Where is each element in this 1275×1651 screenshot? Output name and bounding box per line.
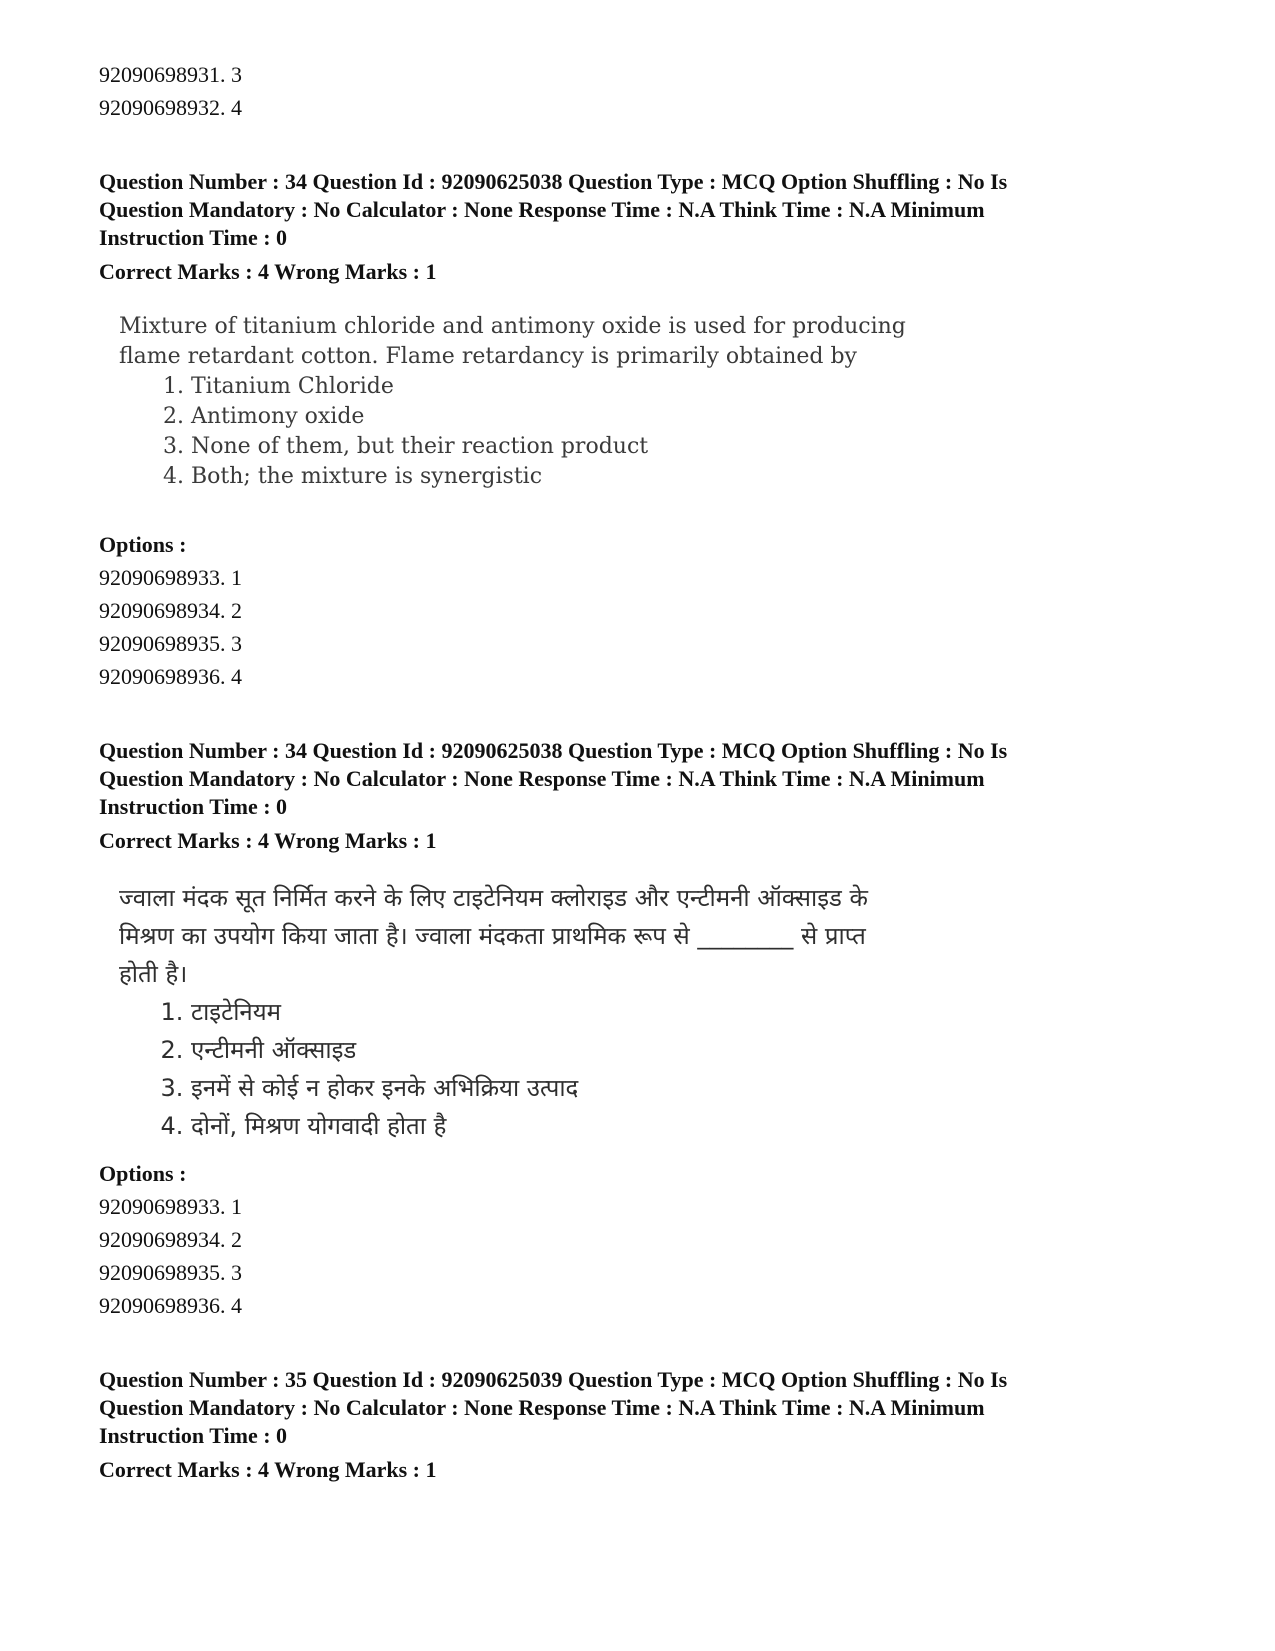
question-header-line: Instruction Time : 0 [99,1423,288,1448]
question-block-34-hindi [99,737,1189,1322]
previous-question-options [99,58,1189,124]
answer-choice: 4. Both; the mixture is synergistic [191,462,1189,492]
question-header-line: Question Number : 34 Question Id : 92090625038 Question Type : MCQ Option Shuffling : No Is [99,169,1008,194]
answer-choice: 1. Titanium Chloride [191,372,1189,402]
question-marks: Correct Marks : 4 Wrong Marks : 1 [99,828,437,853]
option-line: 92090698934. 2 [99,1227,242,1252]
question-text-image [99,312,1189,492]
question-block-35 [99,1366,1189,1484]
question-text-line: flame retardant cotton. Flame retardancy is primarily obtained by [119,344,857,369]
question-marks: Correct Marks : 4 Wrong Marks : 1 [99,259,437,284]
question-header-line: Question Number : 35 Question Id : 92090625039 Question Type : MCQ Option Shuffling : No Is [99,1367,1008,1392]
answer-choice: 3. इनमें से कोई न होकर इनके अभिक्रिया उत्पाद [191,1069,1189,1107]
option-line: 92090698936. 4 [99,664,242,689]
options-label: Options : [99,1161,187,1186]
answer-choice-list [119,993,1189,1145]
option-line: 92090698933. 1 [99,1194,242,1219]
question-text-line: मिश्रण का उपयोग किया जाता है। ज्वाला मंदकता प्राथमिक रूप से ________ से प्राप्त [119,922,866,950]
question-header-line: Question Mandatory : No Calculator : None Response Time : N.A Think Time : N.A Minimum [99,197,985,222]
answer-choice: 3. None of them, but their reaction product [191,432,1189,462]
question-header-line: Question Number : 34 Question Id : 92090625038 Question Type : MCQ Option Shuffling : No Is [99,738,1008,763]
answer-choice: 4. दोनों, मिश्रण योगवादी होता है [191,1107,1189,1145]
option-line: 92090698933. 1 [99,565,242,590]
option-line: 92090698932. 4 [99,95,242,120]
option-line: 92090698934. 2 [99,598,242,623]
answer-choice: 2. एन्टीमनी ऑक्साइड [191,1031,1189,1069]
question-header-line: Question Mandatory : No Calculator : None Response Time : N.A Think Time : N.A Minimum [99,1395,985,1420]
options-label: Options : [99,532,187,557]
question-text-line: Mixture of titanium chloride and antimony oxide is used for producing [119,314,906,339]
question-text-line: ज्वाला मंदक सूत निर्मित करने के लिए टाइटेनियम क्लोराइड और एन्टीमनी ऑक्साइड के [119,884,868,912]
question-text-line: होती है। [119,960,188,988]
option-line: 92090698935. 3 [99,1260,242,1285]
question-marks: Correct Marks : 4 Wrong Marks : 1 [99,1457,437,1482]
answer-choice-list [119,372,1189,492]
answer-choice: 1. टाइटेनियम [191,993,1189,1031]
question-header-line: Instruction Time : 0 [99,794,288,819]
option-line: 92090698936. 4 [99,1293,242,1318]
document-page [99,58,1189,1484]
option-line: 92090698931. 3 [99,62,242,87]
question-block-34-english [99,168,1189,693]
answer-choice: 2. Antimony oxide [191,402,1189,432]
option-line: 92090698935. 3 [99,631,242,656]
question-text-image [99,879,1189,1145]
question-header-line: Instruction Time : 0 [99,225,288,250]
question-header-line: Question Mandatory : No Calculator : None Response Time : N.A Think Time : N.A Minimum [99,766,985,791]
